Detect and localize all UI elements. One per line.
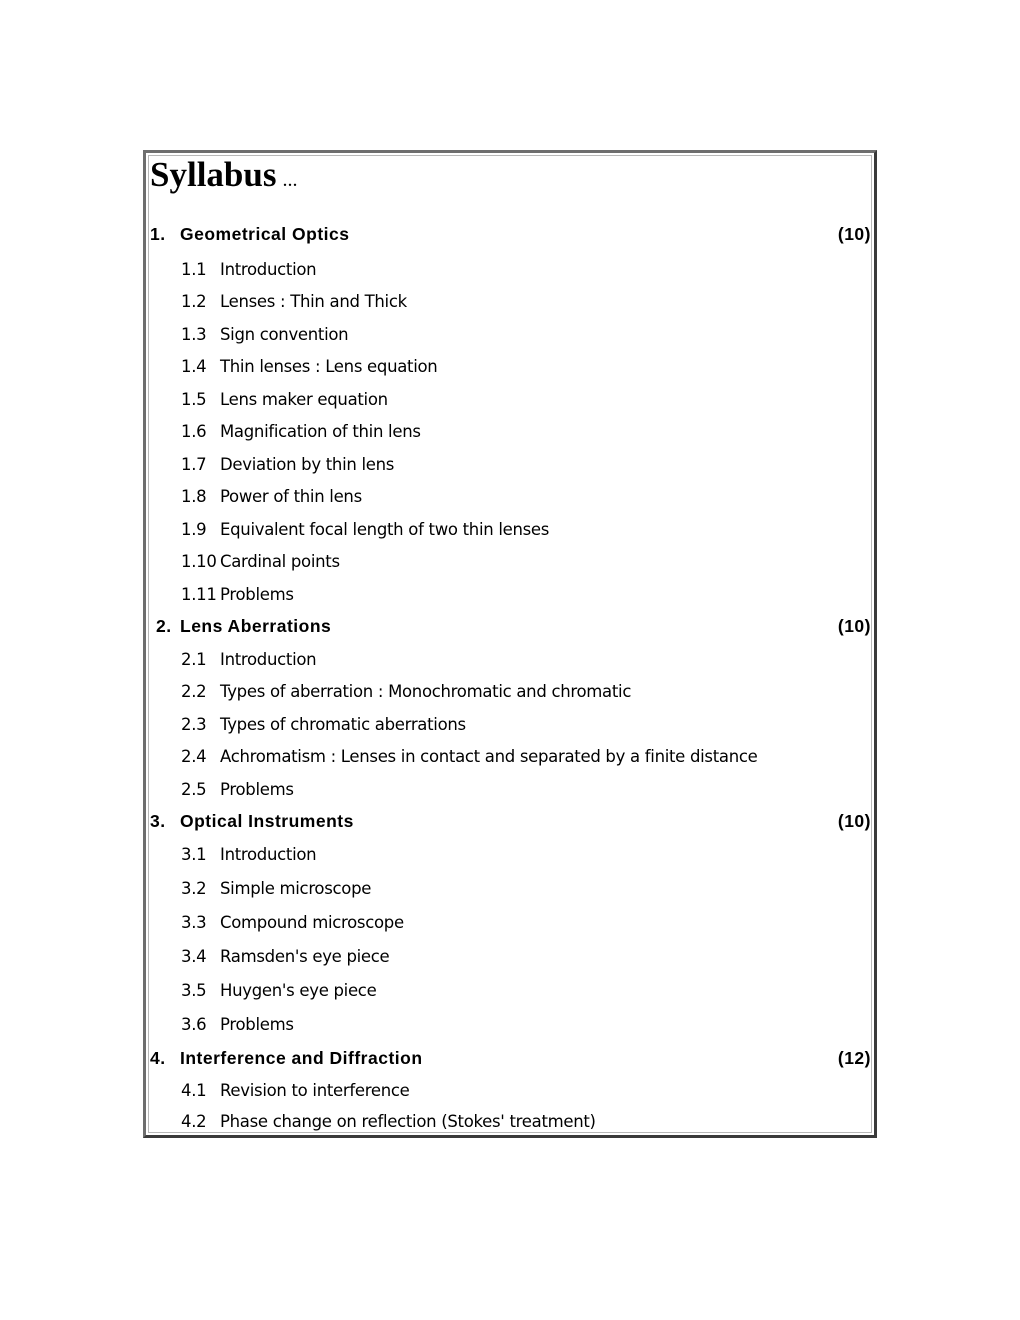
chapter-hours: (10) — [837, 616, 871, 636]
chapter-heading — [150, 1046, 871, 1070]
chapter-hours: (12) — [837, 1048, 871, 1068]
topic-number: 2.4 — [181, 747, 207, 766]
topic-text: Cardinal points — [220, 552, 340, 571]
topic-text: Thin lenses : Lens equation — [220, 357, 438, 376]
topic-number: 2.5 — [181, 780, 207, 799]
topic-text: Problems — [220, 780, 294, 799]
chapter-title: Optical Instruments — [180, 811, 354, 831]
chapter-heading — [150, 222, 871, 246]
topic-number: 3.5 — [181, 981, 207, 1000]
topic-text: Huygen's eye piece — [220, 981, 377, 1000]
chapter-number: 3. — [150, 811, 166, 831]
chapter-title: Interference and Diffraction — [180, 1048, 423, 1068]
topic-number: 1.3 — [181, 325, 207, 344]
chapter-title: Lens Aberrations — [180, 616, 332, 636]
title-text: Syllabus — [150, 155, 277, 194]
topic-text: Revision to interference — [220, 1081, 410, 1100]
topic-number: 1.7 — [181, 455, 207, 474]
chapter-heading — [150, 614, 871, 638]
topic-text: Sign convention — [220, 325, 349, 344]
topic-text: Introduction — [220, 260, 317, 279]
topic-number: 1.10 — [181, 552, 217, 571]
topic-text: Introduction — [220, 845, 317, 864]
topic-text: Ramsden's eye piece — [220, 947, 390, 966]
topic-number: 1.2 — [181, 292, 207, 311]
topic-text: Lens maker equation — [220, 390, 388, 409]
topic-text: Types of chromatic aberrations — [220, 715, 466, 734]
chapter-hours: (10) — [837, 811, 871, 831]
topic-text: Deviation by thin lens — [220, 455, 395, 474]
topic-number: 1.9 — [181, 520, 207, 539]
chapter-number: 2. — [156, 616, 172, 636]
topic-text: Magnification of thin lens — [220, 422, 421, 441]
topic-number: 3.6 — [181, 1015, 207, 1034]
topic-text: Power of thin lens — [220, 487, 362, 506]
topic-number: 1.6 — [181, 422, 207, 441]
topic-number: 3.4 — [181, 947, 207, 966]
topic-text: Equivalent focal length of two thin lenses — [220, 520, 550, 539]
topic-number: 1.4 — [181, 357, 207, 376]
chapter-number: 4. — [150, 1048, 166, 1068]
page-title — [150, 153, 297, 202]
topic-text: Compound microscope — [220, 913, 404, 932]
topic-number: 1.5 — [181, 390, 207, 409]
topic-text: Lenses : Thin and Thick — [220, 292, 407, 311]
topic-number: 1.8 — [181, 487, 207, 506]
chapter-number: 1. — [150, 224, 166, 244]
topic-text: Problems — [220, 1015, 294, 1034]
topic-number: 3.3 — [181, 913, 207, 932]
topic-text: Problems — [220, 585, 294, 604]
topic-text: Achromatism : Lenses in contact and separated by a finite distance — [220, 747, 758, 766]
topic-number: 4.1 — [181, 1081, 207, 1100]
topic-number: 2.1 — [181, 650, 207, 669]
topic-text: Types of aberration : Monochromatic and chromatic — [220, 682, 632, 701]
chapter-title: Geometrical Optics — [180, 224, 350, 244]
topic-text: Simple microscope — [220, 879, 372, 898]
topic-number: 2.2 — [181, 682, 207, 701]
topic-number: 4.2 — [181, 1112, 207, 1131]
title-ellipsis: ... — [282, 169, 298, 191]
chapter-hours: (10) — [837, 224, 871, 244]
topic-number: 1.1 — [181, 260, 207, 279]
topic-text: Phase change on reflection (Stokes' treatment) — [220, 1112, 596, 1131]
topic-number: 1.11 — [181, 585, 217, 604]
topic-number: 3.1 — [181, 845, 207, 864]
topic-number: 2.3 — [181, 715, 207, 734]
topic-number: 3.2 — [181, 879, 207, 898]
chapter-heading — [150, 809, 871, 833]
topic-text: Introduction — [220, 650, 317, 669]
